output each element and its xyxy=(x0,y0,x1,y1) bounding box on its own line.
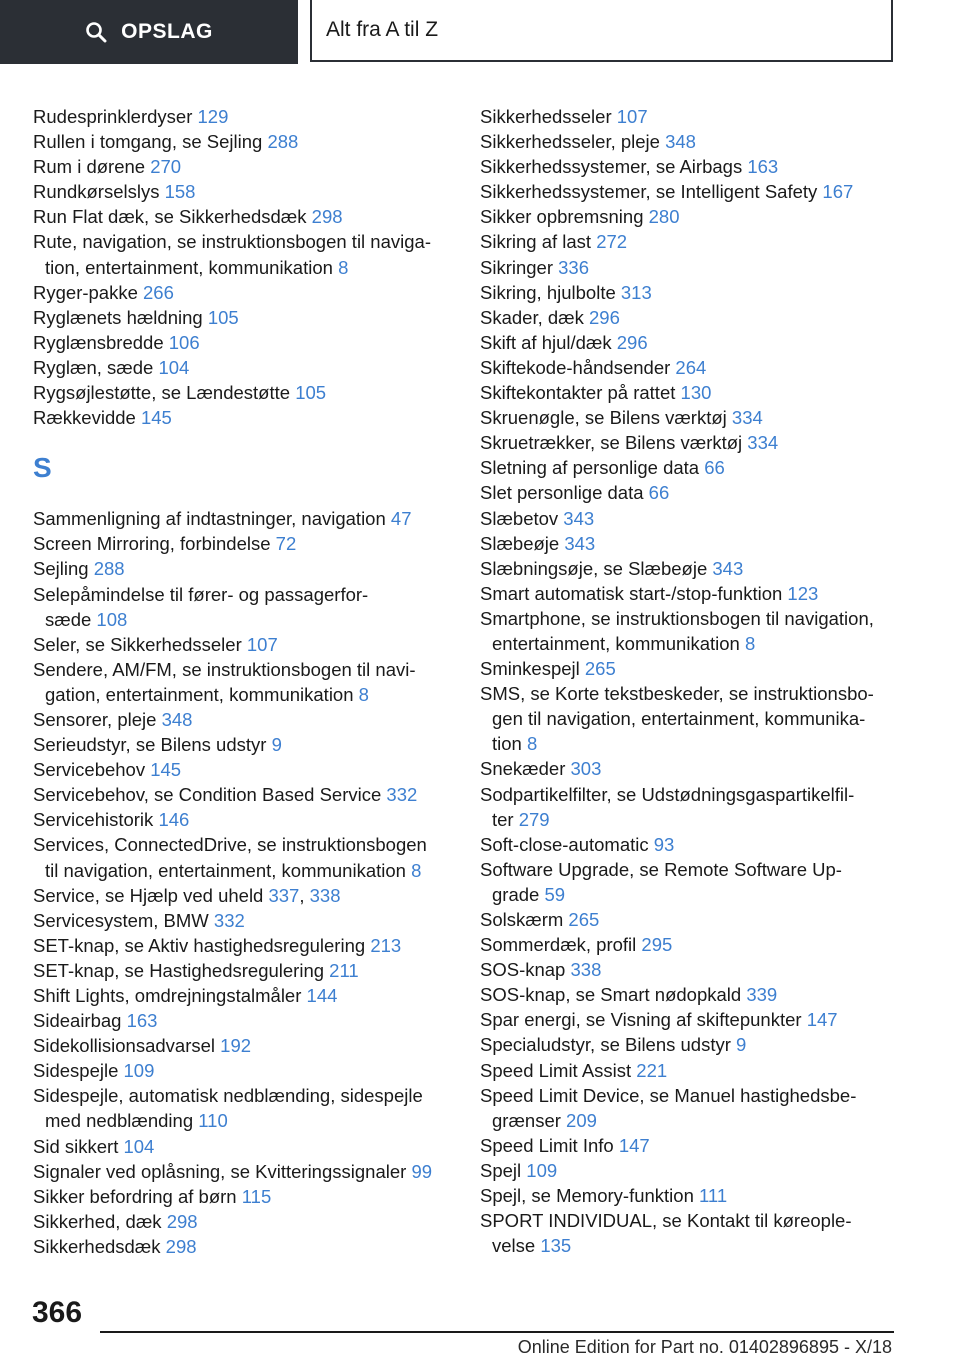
page-ref-link[interactable]: 334 xyxy=(731,407,763,429)
index-entry xyxy=(33,933,448,958)
page-ref-link[interactable]: 115 xyxy=(241,1185,272,1207)
index-entry xyxy=(33,707,448,732)
search-tab[interactable] xyxy=(0,0,298,64)
index-entry-text: Software Upgrade, se Remote Software Up- xyxy=(480,858,842,880)
index-entry xyxy=(480,154,910,179)
page-ref-link[interactable]: 332 xyxy=(386,784,418,806)
index-entry xyxy=(33,355,448,380)
page-ref-link[interactable]: 298 xyxy=(311,206,343,228)
index-entry xyxy=(33,1033,448,1058)
index-entry-text: Rudesprinklerdyser xyxy=(33,106,198,127)
page-ref-link[interactable]: 99 xyxy=(411,1160,433,1182)
section-tab-label: Alt fra A til Z xyxy=(326,18,439,41)
index-entry-text: Skiftekode-håndsender xyxy=(480,356,676,378)
index-entry xyxy=(480,229,910,254)
page-ref-link[interactable]: 104 xyxy=(158,356,190,378)
index-entry-text: Skift af hjul/dæk xyxy=(480,331,617,353)
search-icon xyxy=(85,21,107,43)
page-ref-link[interactable]: 9 xyxy=(736,1034,747,1056)
page-ref-link[interactable]: 130 xyxy=(680,382,712,404)
index-entry xyxy=(33,1008,448,1033)
index-entry-text: Sidespejle, automatisk nedblænding, sidespejle xyxy=(33,1085,423,1107)
page-ref-link[interactable]: 147 xyxy=(806,1009,838,1031)
page-ref-link[interactable]: 221 xyxy=(636,1059,668,1081)
page-ref-link[interactable]: 298 xyxy=(166,1210,198,1232)
index-entry-text: Sikkerhedsseler, pleje xyxy=(480,131,666,153)
index-column-right xyxy=(480,104,910,1258)
index-entry-text: velse xyxy=(492,1235,541,1257)
index-entry-text: Sikkerhed, dæk xyxy=(33,1210,167,1232)
index-entry xyxy=(480,1133,910,1158)
index-entry xyxy=(33,531,448,556)
index-entry-text: Speed Limit Assist xyxy=(480,1059,637,1081)
page-ref-link[interactable]: 8 xyxy=(526,733,538,755)
page-ref-link[interactable]: 288 xyxy=(267,131,299,153)
index-entry xyxy=(33,305,448,330)
index-entry-text: Slet personlige data xyxy=(480,482,649,504)
index-entry xyxy=(33,582,448,632)
page-ref-link[interactable]: 145 xyxy=(150,759,182,781)
page-ref-link[interactable]: 348 xyxy=(161,708,193,730)
index-entry xyxy=(33,1184,448,1209)
top-navigation xyxy=(0,0,960,66)
index-entry xyxy=(480,531,910,556)
index-entry xyxy=(480,782,910,832)
index-entry xyxy=(480,455,910,480)
index-entry-text: Sensorer, pleje xyxy=(33,708,162,730)
index-entry xyxy=(480,1007,910,1032)
index-entry-text: Smartphone, se instruktionsbogen til navigation, xyxy=(480,607,874,629)
page-ref-link[interactable]: 107 xyxy=(616,106,648,127)
index-entry xyxy=(480,1158,910,1183)
page-ref-link[interactable]: 296 xyxy=(616,331,648,353)
page-ref-link[interactable]: 135 xyxy=(540,1235,572,1257)
page-ref-link[interactable]: 9 xyxy=(271,734,282,756)
index-entry xyxy=(33,380,448,405)
index-entry-text: Sikringer xyxy=(480,256,559,278)
index-entry xyxy=(480,1058,910,1083)
index-entry xyxy=(33,229,448,279)
index-entry-text: sæde xyxy=(45,608,97,630)
page-ref-link[interactable]: 8 xyxy=(358,683,369,705)
page-ref-link[interactable]: 163 xyxy=(747,156,779,178)
page-ref-link[interactable]: 123 xyxy=(787,582,819,604)
index-entry xyxy=(480,982,910,1007)
index-entry xyxy=(33,657,448,707)
page-ref-link[interactable]: 105 xyxy=(295,382,327,404)
index-entry xyxy=(33,1159,448,1184)
page-ref-link[interactable]: 106 xyxy=(168,331,200,353)
index-entry-text: gen til navigation, entertainment, kommunika- xyxy=(492,708,866,730)
index-entry-text: Services, ConnectedDrive, se instruktionsbogen xyxy=(33,834,427,856)
page-ref-link[interactable]: 265 xyxy=(568,909,600,930)
page-ref-link[interactable]: 337 xyxy=(268,884,300,906)
index-entry xyxy=(33,807,448,832)
page-ref-link[interactable]: 288 xyxy=(93,558,125,580)
index-entry-text: til navigation, entertainment, kommunikation xyxy=(45,859,412,881)
index-entry-text: Rundkørselslys xyxy=(33,181,165,203)
page-ref-link[interactable]: 213 xyxy=(370,934,402,956)
index-entry xyxy=(33,154,448,179)
index-entry xyxy=(480,480,910,505)
page-ref-link[interactable]: 270 xyxy=(150,156,182,178)
index-entry xyxy=(480,832,910,857)
index-entry xyxy=(480,581,910,606)
index-entry-text: ter xyxy=(492,808,519,830)
page-ref-link[interactable]: 104 xyxy=(123,1135,155,1157)
index-entry-text: Sikker opbremsning xyxy=(480,206,649,228)
index-entry xyxy=(480,204,910,229)
page-number: 366 xyxy=(32,1296,83,1329)
index-entry xyxy=(33,330,448,355)
index-entry xyxy=(33,405,448,430)
index-entry xyxy=(480,1032,910,1057)
page-ref-link[interactable]: 298 xyxy=(165,1235,197,1257)
index-entry xyxy=(480,405,910,430)
index-entry xyxy=(33,782,448,807)
page-ref-link[interactable]: 295 xyxy=(641,934,673,956)
index-entry-text: Selepåmindelse til fører- og passagerfor- xyxy=(33,583,369,605)
index-entry xyxy=(33,506,448,531)
index-entry-text: Rute, navigation, se instruktionsbogen til naviga- xyxy=(33,231,431,253)
index-entry-text: Ryger-pakke xyxy=(33,281,144,303)
index-letter-heading: S xyxy=(33,452,52,484)
index-entry-text: Slæbningsøje, se Slæbeøje xyxy=(480,557,713,579)
page-ref-link[interactable]: 279 xyxy=(518,808,550,830)
index-entry-text: Sid sikkert xyxy=(33,1135,124,1157)
index-entry xyxy=(33,908,448,933)
index-entry xyxy=(480,355,910,380)
page-ref-link[interactable]: 105 xyxy=(207,306,239,328)
page-ref-link[interactable]: 144 xyxy=(306,985,338,1006)
index-entry-text: Slæbeøje xyxy=(480,532,565,554)
index-entry-text: med nedblænding xyxy=(45,1110,199,1132)
page-ref-link[interactable]: 211 xyxy=(329,959,359,981)
index-entry xyxy=(33,632,448,657)
index-entry-text: Sminkespejl xyxy=(480,658,585,680)
index-entry-text: Seler, se Sikkerhedsseler xyxy=(33,633,247,655)
page-ref-link[interactable]: 107 xyxy=(246,633,278,655)
index-entry xyxy=(33,883,448,908)
page-ref-link[interactable]: 343 xyxy=(712,557,744,579)
index-entry-text: Soft-close-automatic xyxy=(480,833,654,855)
page-ref-link[interactable]: 348 xyxy=(665,131,696,153)
page-ref-separator: , xyxy=(299,884,310,906)
page-ref-link[interactable]: 147 xyxy=(618,1134,650,1156)
index-entry xyxy=(33,1134,448,1159)
page-ref-link[interactable]: 313 xyxy=(620,281,652,303)
index-entry-text: Sammenligning af indtastninger, navigation xyxy=(33,508,391,530)
index-entry-text: Spar energi, se Visning af skiftepunkter xyxy=(480,1009,807,1031)
index-entry-text: grænser xyxy=(492,1109,567,1131)
index-entry-text: Servicehistorik xyxy=(33,809,159,831)
page-ref-link[interactable]: 280 xyxy=(648,206,680,228)
index-entry xyxy=(33,1209,448,1234)
index-entry-text: Skader, dæk xyxy=(480,306,590,328)
search-tab-label: OPSLAG xyxy=(121,20,213,43)
page-ref-link[interactable]: 338 xyxy=(570,959,602,981)
page-ref-link[interactable]: 192 xyxy=(220,1035,252,1057)
page-ref-link[interactable]: 163 xyxy=(126,1010,158,1032)
page-ref-link[interactable]: 332 xyxy=(213,909,245,931)
index-entry xyxy=(33,1058,448,1083)
page-ref-link[interactable]: 109 xyxy=(123,1060,155,1082)
page-ref-link[interactable]: 145 xyxy=(140,407,172,429)
index-entry-text: Ryglæn, sæde xyxy=(33,356,159,378)
index-entry xyxy=(33,104,448,129)
index-entry-text: Skiftekontakter på rattet xyxy=(480,382,681,404)
page-ref-link[interactable]: 108 xyxy=(96,608,128,630)
index-entry-text: Spejl xyxy=(480,1159,527,1181)
index-entry xyxy=(33,832,448,882)
index-entry-text: Sikker befordring af børn xyxy=(33,1185,242,1207)
index-entry-text: Ryglænsbredde xyxy=(33,331,169,353)
index-entry-text: Rygsøjlestøtte, se Lændestøtte xyxy=(33,382,296,404)
index-entry-text: Signaler ved oplåsning, se Kvitteringssignaler xyxy=(33,1160,412,1182)
index-entry xyxy=(480,656,910,681)
index-entry xyxy=(33,1234,448,1259)
index-entry-text: Shift Lights, omdrejningstalmåler xyxy=(33,985,307,1006)
index-entry-text: Snekæder xyxy=(480,758,571,780)
index-entry xyxy=(480,430,910,455)
page-ref-link[interactable]: 303 xyxy=(570,758,602,780)
page-ref-link[interactable]: 209 xyxy=(566,1109,597,1131)
index-entry xyxy=(480,907,910,932)
page-ref-link[interactable]: 8 xyxy=(338,256,349,278)
page-ref-link[interactable]: 158 xyxy=(164,181,196,203)
index-entry-text: Sikring af last xyxy=(480,231,597,253)
page-ref-link[interactable]: 338 xyxy=(309,884,341,906)
index-entry xyxy=(480,932,910,957)
index-entry-text: Sikkerhedsseler xyxy=(480,106,617,127)
index-entry-text: Skruetrækker, se Bilens værktøj xyxy=(480,432,748,454)
index-entry xyxy=(480,606,910,656)
index-entry-text: tion xyxy=(492,733,527,755)
index-entry-text: Slæbetov xyxy=(480,507,564,529)
page-ref-link[interactable]: 110 xyxy=(198,1110,228,1132)
index-entry-text: Solskærm xyxy=(480,909,569,930)
index-entry xyxy=(480,1208,910,1258)
index-entry-text: Rækkevidde xyxy=(33,407,141,429)
index-entry-text: Specialudstyr, se Bilens udstyr xyxy=(480,1034,737,1056)
index-entry-text: Sommerdæk, profil xyxy=(480,934,642,956)
index-entry xyxy=(33,1083,448,1133)
page-ref-link[interactable]: 336 xyxy=(558,256,590,278)
index-entry xyxy=(480,1183,910,1208)
page-ref-link[interactable]: 343 xyxy=(564,532,596,554)
index-entry xyxy=(480,104,910,129)
index-entry-text: Rum i dørene xyxy=(33,156,151,178)
page-ref-link[interactable]: 339 xyxy=(746,984,778,1006)
index-entry xyxy=(480,330,910,355)
index-entry-text: Sodpartikelfilter, se Udstødningsgaspartikelfil- xyxy=(480,783,855,805)
index-entry-text: Service, se Hjælp ved uheld xyxy=(33,884,269,906)
index-entry xyxy=(480,857,910,907)
index-entry-text: Servicebehov, se Condition Based Service xyxy=(33,784,387,806)
page-ref-link[interactable]: 111 xyxy=(699,1185,728,1207)
index-entry xyxy=(480,129,910,154)
index-entry-text: Sletning af personlige data xyxy=(480,457,705,479)
page-ref-link[interactable]: 8 xyxy=(744,632,756,654)
footer-divider xyxy=(100,1331,894,1333)
page-ref-link[interactable]: 47 xyxy=(390,508,412,530)
index-entry-text: Servicesystem, BMW xyxy=(33,909,214,931)
index-entry xyxy=(33,129,448,154)
index-entry xyxy=(33,732,448,757)
index-entry-text: Run Flat dæk, se Sikkerhedsdæk xyxy=(33,206,312,228)
index-entry-text: Spejl, se Memory-funktion xyxy=(480,1185,700,1207)
index-entry xyxy=(480,506,910,531)
footer-edition: Online Edition for Part no. 01402896895 - X/18 xyxy=(517,1337,892,1357)
page-ref-link[interactable]: 167 xyxy=(822,181,854,203)
index-entry-text: SOS-knap xyxy=(480,959,571,981)
page-ref-link[interactable]: 66 xyxy=(648,482,670,504)
index-entry-text: Speed Limit Info xyxy=(480,1134,619,1156)
index-entry-text: Sikkerhedssystemer, se Intelligent Safety xyxy=(480,181,823,203)
page-ref-link[interactable]: 109 xyxy=(526,1159,558,1181)
index-entry xyxy=(33,757,448,782)
index-entry-text: Sideairbag xyxy=(33,1010,127,1032)
index-entry xyxy=(33,204,448,229)
index-entry xyxy=(33,556,448,581)
index-entry xyxy=(480,957,910,982)
index-entry xyxy=(480,556,910,581)
index-entry-text: Servicebehov xyxy=(33,759,151,781)
page-ref-link[interactable]: 93 xyxy=(653,833,675,855)
index-entry-text: Sejling xyxy=(33,558,94,580)
page-ref-link[interactable]: 129 xyxy=(197,106,229,127)
index-entry-text: SET-knap, se Aktiv hastighedsregulering xyxy=(33,934,371,956)
page-ref-link[interactable]: 272 xyxy=(596,231,628,253)
index-column-left xyxy=(33,104,448,1259)
page-ref-link[interactable]: 266 xyxy=(143,281,174,303)
index-entry-text: gation, entertainment, kommunikation xyxy=(45,683,359,705)
index-entry-text: Sendere, AM/FM, se instruktionsbogen til navi- xyxy=(33,658,416,680)
index-entry-text: Smart automatisk start-/stop-funktion xyxy=(480,582,788,604)
index-entry xyxy=(480,305,910,330)
index-entry xyxy=(480,280,910,305)
section-tab[interactable] xyxy=(310,0,893,62)
index-entry xyxy=(33,179,448,204)
index-entry xyxy=(33,280,448,305)
index-entry-text: grade xyxy=(492,883,545,905)
page-ref-link[interactable]: 72 xyxy=(275,533,297,555)
index-entry xyxy=(480,380,910,405)
index-entry-text: Speed Limit Device, se Manuel hastighedsbe- xyxy=(480,1084,857,1106)
index-entry-text: SPORT INDIVIDUAL, se Kontakt til køreople- xyxy=(480,1210,852,1232)
index-entry-text: SMS, se Korte tekstbeskeder, se instruktionsbo- xyxy=(480,683,874,705)
index-entry xyxy=(480,179,910,204)
page-ref-link[interactable]: 343 xyxy=(563,507,595,529)
index-entry-text: Sidekollisionsadvarsel xyxy=(33,1035,221,1057)
index-entry xyxy=(480,1083,910,1133)
index-entry-text: Skruenøgle, se Bilens værktøj xyxy=(480,407,732,429)
index-entry xyxy=(33,958,448,983)
page-ref-link[interactable]: 334 xyxy=(747,432,779,454)
page-ref-link[interactable]: 66 xyxy=(704,457,725,479)
index-entry xyxy=(480,255,910,280)
index-entry-text: Sikkerhedssystemer, se Airbags xyxy=(480,156,748,178)
index-entry-text: Sikring, hjulbolte xyxy=(480,281,621,303)
index-entry xyxy=(480,681,910,756)
index-entry-text: Rullen i tomgang, se Sejling xyxy=(33,131,268,153)
page-ref-link[interactable]: 8 xyxy=(411,859,422,881)
page-ref-link[interactable]: 296 xyxy=(589,306,620,328)
index-entry xyxy=(33,983,448,1008)
page-ref-link[interactable]: 59 xyxy=(544,883,566,905)
index-entry-text: Ryglænets hældning xyxy=(33,306,208,328)
index-entry-text: SOS-knap, se Smart nødopkald xyxy=(480,984,747,1006)
page-ref-link[interactable]: 146 xyxy=(158,809,190,831)
index-entry-text: Sidespejle xyxy=(33,1060,124,1082)
index-entry xyxy=(480,756,910,781)
index-entry-text: entertainment, kommunikation xyxy=(492,632,745,654)
index-entry-text: Sikkerhedsdæk xyxy=(33,1235,166,1257)
index-entry-text: SET-knap, se Hastighedsregulering xyxy=(33,959,330,981)
page-ref-link[interactable]: 264 xyxy=(675,356,707,378)
index-entry-text: tion, entertainment, kommunikation xyxy=(45,256,339,278)
page-ref-link[interactable]: 265 xyxy=(584,658,616,680)
index-entry-text: Screen Mirroring, forbindelse xyxy=(33,533,276,555)
index-entry-text: Serieudstyr, se Bilens udstyr xyxy=(33,734,272,756)
